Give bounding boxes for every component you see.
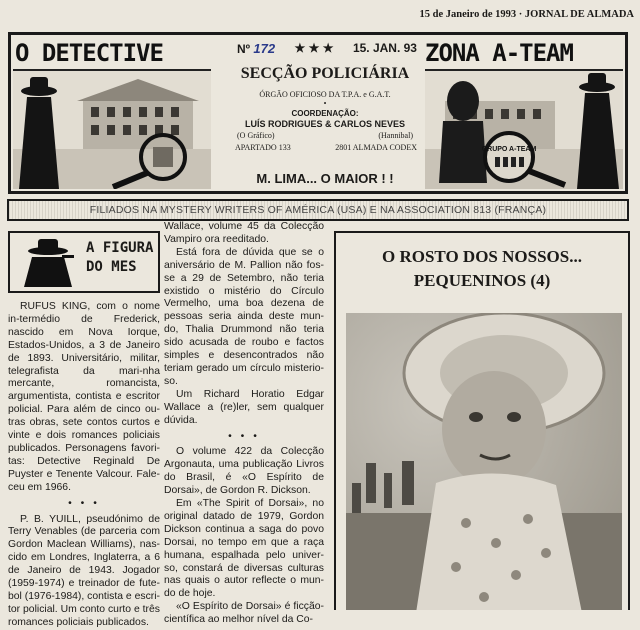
masthead [8,32,628,194]
paragraph: Em «The Spirit of Dorsai», no original datado de 1979, Gordon Dickson continua a saga do povo Dorsai, no tempo em que a raça humana, espalhada pelo univer-so, constará de diversas culturas nas quais o autor reflecte o mun-do de hoje. [164,498,324,600]
right-banner: ZONA A-TEAM [425,39,573,67]
date-line: 15 de Janeiro de 1993 · JORNAL DE ALMADA [419,9,634,20]
section-title: SECÇÃO POLICIÁRIA [240,65,410,82]
paragraph: P. B. YUILL, pseudónimo de Terry Venables (de parceria com Gordon Maclean Williams), nas-cido em Londres, Inglaterra, a 6 de Janeiro de 1943. Jogador (1959-1974) e treinador de fute-bol (1976-1984), contista e escri-tor policial. Um conto curto e três romances policiais publicados. [8,513,160,628]
alias-left: (O Gráfico) [237,131,275,140]
coordinators: LUÍS RODRIGUES & CARLOS NEVES [244,119,406,129]
paragraph: Está fora de dúvida que se o aniversário de M. Pallion não fos-se a 29 de Setembro, não teria existido o mistério do Círculo Vermelho, uma boa dezena de pessoas seria ainda deste mun-do, Thalia Drummond não teria sido acusada de roubo e factos simples e desencontrados não teriam gerado um círculo misterio-so. [164,246,324,387]
alias-right: (Hannibal) [378,131,413,140]
separator-dot: • [323,99,327,108]
photo-feature-box [334,231,630,610]
separator: • • • [68,497,100,509]
paragraph: O volume 422 da Colecção Argonauta, uma publicação Livros do Brasil, é «O Espírito de Dorsai», de Gordon R. Dickson. [164,446,324,497]
postcode: 2801 ALMADA CODEX [335,143,417,152]
issue-number: 172 [253,41,276,56]
svg-text:GRUPO A-TEAM: GRUPO A-TEAM [481,146,537,153]
detective-icon [18,239,78,287]
left-banner: O DETECTIVE [15,39,163,67]
coordination-label: COORDENAÇÃO: [291,109,359,118]
paragraph: Um Richard Horatio Edgar Wallace a (re)ler, sem qualquer dúvida. [164,388,324,426]
figura-line2: DO MES [86,259,137,275]
organ-line: ÓRGÃO OFICIOSO DA T.P.A. e G.A.T. [259,90,391,99]
feature-title [336,245,628,293]
figura-line1: A FIGURA [86,240,154,256]
motto: M. LIMA... O MAIOR ! ! [256,171,394,186]
paragraph: RUFUS KING, com o nome in-termédio de Frederick, nascido em Nova Iorque, Estados-Unidos, a 3 de Janeiro de 1893. Universitário, militar, telegrafista da mari-nha mercante, romancista, argumentista, contista e escritor policial. Para além de cinco ou-tras obras, sete contos curtos e vinte e dois romances policiais publicados. Personagens favori-tas: Detective Reginald De Puyster e Tenente Valcour. Fale-ceu em 1966. [8,301,160,493]
right-illustration [425,69,623,189]
po-box: APARTADO 133 [235,143,291,152]
top-line [0,0,640,22]
title-line1: O ROSTO DOS NOSSOS... [382,247,582,266]
paragraph: Wallace, volume 45 da Colecção Vampiro ora reeditado. [164,221,324,245]
issue-label: Nº [237,42,251,56]
title-line2: PEQUENINOS (4) [413,271,551,290]
separator: • • • [228,430,260,442]
affiliation-strip: FILIADOS NA MYSTERY WRITERS OF AMÉRICA (USA) E NA ASSOCIATION 813 (FRANÇA) [7,199,629,221]
child-photo [346,313,622,610]
figura-box [8,231,160,293]
column-1 [8,301,160,630]
left-illustration [13,69,211,189]
masthead-center [229,35,421,191]
issue-date: 15. JAN. 93 [352,41,417,55]
column-2 [164,221,324,627]
paragraph: «O Espírito de Dorsai» é ficção-científica ao melhor nível da Co- [164,601,324,626]
stars: ★ ★ ★ [294,41,334,55]
